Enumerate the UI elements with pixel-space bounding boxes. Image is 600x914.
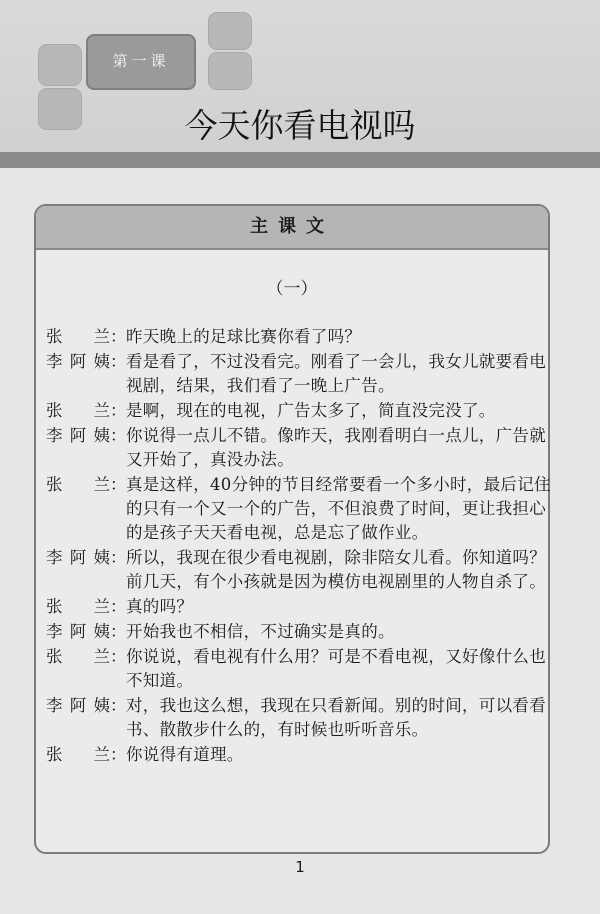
dialog-line: [46, 595, 554, 619]
speaker-colon: ：: [110, 548, 127, 567]
speaker-colon: ：: [110, 475, 127, 494]
speaker-name: 张兰: [46, 647, 110, 666]
dialog-line: [46, 743, 554, 767]
speaker-colon: ：: [110, 696, 127, 715]
utterance-text: 你说说，看电视有什么用？可是不看电视，又好像什么也不知道。: [126, 647, 546, 690]
page-title: 今天你看电视吗: [184, 106, 416, 145]
utterance-text: 所以，我现在很少看电视剧，除非陪女儿看。你知道吗？前几天，有个小孩就是因为模仿电视剧里的人物自杀了。: [126, 548, 546, 591]
speaker-name: 李阿姨: [46, 622, 110, 641]
dialog-line: [46, 399, 554, 423]
decorative-square: [208, 52, 252, 90]
utterance-text: 开始我也不相信，不过确实是真的。: [126, 622, 395, 641]
speaker-colon: ：: [110, 352, 127, 371]
speaker-colon: ：: [110, 597, 127, 616]
utterance-text: 对，我也这么想，我现在只看新闻。别的时间，可以看看书、散散步什么的，有时候也听听音乐。: [126, 696, 546, 739]
speaker-name: 李阿姨: [46, 548, 110, 567]
utterance-text: 真是这样，40分钟的节目经常要看一个多小时，最后记住的只有一个又一个的广告，不但浪费了时间，更让我担心的是孩子天天看电视，总是忘了做作业。: [126, 475, 551, 542]
dialog-line: [46, 694, 554, 742]
speaker-name: 李阿姨: [46, 352, 110, 371]
speaker-colon: ：: [110, 327, 127, 346]
chapter-header: [0, 0, 600, 168]
speaker-name: 张兰: [46, 401, 110, 420]
decorative-square: [38, 88, 82, 130]
speaker-colon: ：: [110, 622, 127, 641]
utterance-text: 是啊，现在的电视，广告太多了，简直没完没了。: [126, 401, 496, 420]
dialog-line: [46, 645, 554, 693]
header-bar: [0, 152, 600, 168]
lesson-label: 第一课: [112, 52, 170, 70]
dialog-line: [46, 325, 554, 349]
speaker-colon: ：: [110, 401, 127, 420]
speaker-colon: ：: [110, 426, 127, 445]
page-number: 1: [295, 858, 305, 876]
panel-heading: 主课文: [36, 206, 548, 250]
utterance-text: 昨天晚上的足球比赛你看了吗？: [126, 327, 362, 346]
speaker-name: 李阿姨: [46, 426, 110, 445]
speaker-colon: ：: [110, 745, 127, 764]
utterance-text: 你说得有道理。: [126, 745, 244, 764]
utterance-text: 真的吗？: [126, 597, 194, 616]
dialog-line: [46, 546, 554, 594]
speaker-name: 李阿姨: [46, 696, 110, 715]
dialog-line: [46, 473, 554, 545]
speaker-name: 张兰: [46, 745, 110, 764]
dialog-line: [46, 424, 554, 472]
dialog-line: [46, 620, 554, 644]
speaker-name: 张兰: [46, 327, 110, 346]
speaker-colon: ：: [110, 647, 127, 666]
utterance-text: 看是看了，不过没看完。刚看了一会儿，我女儿就要看电视剧，结果，我们看了一晚上广告。: [126, 352, 546, 395]
decorative-square: [38, 44, 82, 86]
speaker-name: 张兰: [46, 475, 110, 494]
section-number: （一）: [266, 279, 318, 299]
speaker-name: 张兰: [46, 597, 110, 616]
utterance-text: 你说得一点儿不错。像昨天，我刚看明白一点儿，广告就又开始了，真没办法。: [126, 426, 546, 469]
decorative-square: [208, 12, 252, 50]
dialog-line: [46, 350, 554, 398]
lesson-tab: [86, 34, 196, 90]
dialog: [46, 325, 554, 768]
